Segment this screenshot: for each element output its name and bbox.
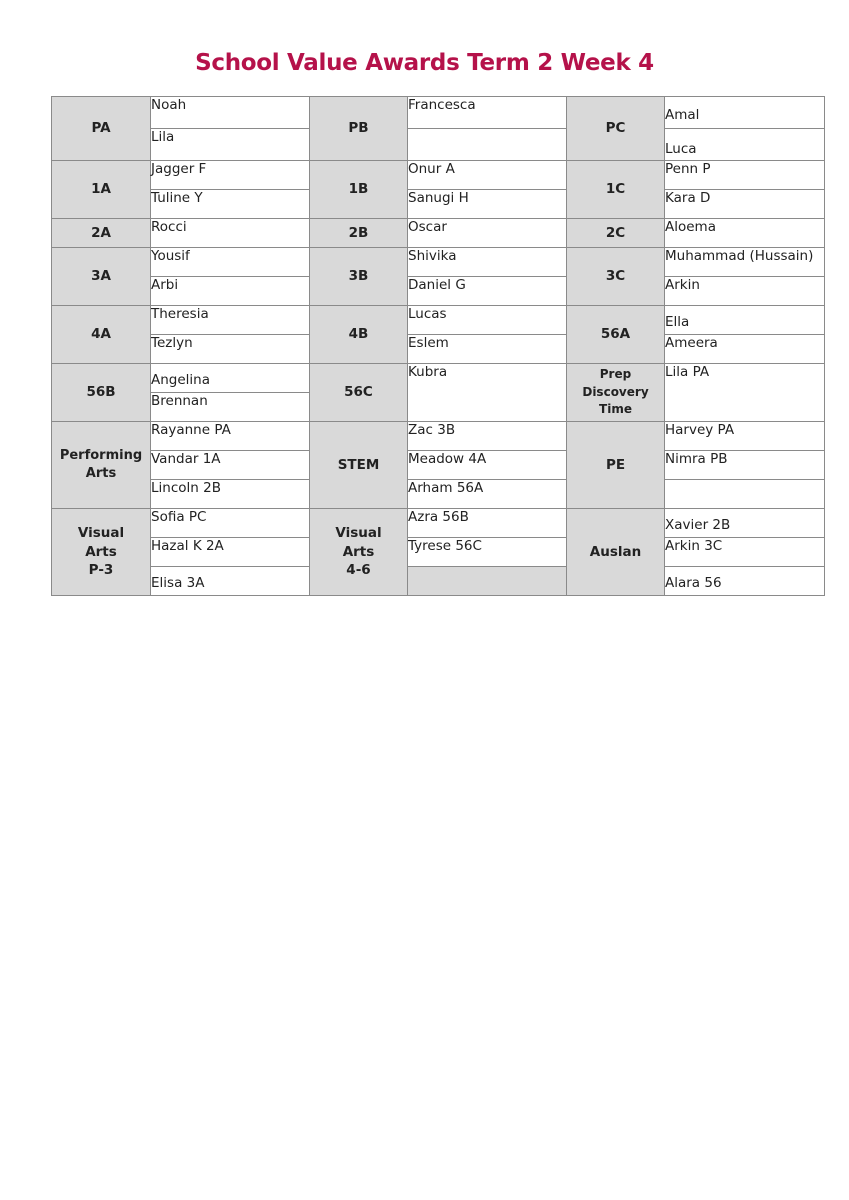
page-title: School Value Awards Term 2 Week 4: [195, 50, 654, 76]
student-name: Meadow 4A: [408, 451, 567, 480]
student-name: Hazal K 2A: [151, 538, 310, 567]
class-label-2b: 2B: [310, 219, 408, 248]
class-label-line: Arts: [342, 543, 375, 560]
class-label-line: Performing: [59, 448, 143, 464]
student-name: Lincoln 2B: [151, 480, 310, 509]
student-name: Sofia PC: [151, 509, 310, 538]
student-name: Daniel G: [408, 277, 567, 306]
student-name: Kara D: [665, 190, 825, 219]
class-label-3c: 3C: [567, 248, 665, 306]
student-name: Onur A: [408, 161, 567, 190]
student-name: Oscar: [408, 219, 567, 248]
class-label-line: Arts: [85, 543, 117, 560]
student-name: Xavier 2B: [665, 509, 825, 538]
class-label-line: 4-6: [346, 562, 371, 579]
student-name: Vandar 1A: [151, 451, 310, 480]
student-name: Brennan: [151, 393, 310, 422]
student-name: Harvey PA: [665, 422, 825, 451]
student-name: Luca: [665, 129, 825, 161]
student-name: Arbi: [151, 277, 310, 306]
class-label-stem: STEM: [310, 422, 408, 509]
student-name: Tyrese 56C: [408, 538, 567, 567]
class-label-visual-arts-p3: [52, 509, 151, 596]
student-name: Kubra: [408, 364, 567, 422]
class-label-2a: 2A: [52, 219, 151, 248]
class-label-line: Arts: [85, 466, 117, 481]
student-name: Shivika: [408, 248, 567, 277]
table-row: [52, 451, 825, 480]
student-name: Aloema: [665, 219, 825, 248]
table-row: [52, 306, 825, 335]
table-row: [52, 509, 825, 538]
class-label-pc: PC: [567, 97, 665, 161]
table-row: [52, 97, 825, 129]
student-name: Jagger F: [151, 161, 310, 190]
table-row: [52, 364, 825, 393]
student-name: Rayanne PA: [151, 422, 310, 451]
student-name: Lila PA: [665, 364, 825, 422]
table-row: [52, 335, 825, 364]
student-name: Nimra PB: [665, 451, 825, 480]
student-name: Angelina: [151, 364, 310, 393]
class-label-pb: PB: [310, 97, 408, 161]
awards-table: [51, 96, 825, 596]
class-label-line: Discovery: [582, 384, 649, 399]
class-label-pe: PE: [567, 422, 665, 509]
table-row: [52, 422, 825, 451]
student-name: Rocci: [151, 219, 310, 248]
student-name: Zac 3B: [408, 422, 567, 451]
class-label-56b: 56B: [52, 364, 151, 422]
class-label-4b: 4B: [310, 306, 408, 364]
student-name: Elisa 3A: [151, 567, 310, 596]
student-name: Yousif: [151, 248, 310, 277]
student-name: Lucas: [408, 306, 567, 335]
student-name: Theresia: [151, 306, 310, 335]
class-label-56a: 56A: [567, 306, 665, 364]
table-row: [52, 567, 825, 596]
class-label-4a: 4A: [52, 306, 151, 364]
student-name: Amal: [665, 97, 825, 129]
class-label-3b: 3B: [310, 248, 408, 306]
student-name: Arham 56A: [408, 480, 567, 509]
empty-cell: [665, 480, 825, 509]
class-label-3a: 3A: [52, 248, 151, 306]
class-label-1a: 1A: [52, 161, 151, 219]
student-name: Arkin 3C: [665, 538, 825, 567]
class-label-line: Prep: [599, 367, 632, 382]
student-name: Tuline Y: [151, 190, 310, 219]
class-label-prep-discovery-time: [567, 364, 665, 422]
student-name: Ella: [665, 306, 825, 335]
student-name: Lila: [151, 129, 310, 161]
class-label-pa: PA: [52, 97, 151, 161]
table-row: [52, 277, 825, 306]
class-label-1c: 1C: [567, 161, 665, 219]
student-name: Penn P: [665, 161, 825, 190]
empty-cell: [408, 567, 567, 596]
table-row: [52, 248, 825, 277]
table-row: [52, 129, 825, 161]
table-row: [52, 161, 825, 190]
class-label-line: Visual: [77, 524, 125, 541]
student-name: Muhammad (Hussain): [665, 248, 825, 277]
student-name: Tezlyn: [151, 335, 310, 364]
table-row: [52, 219, 825, 248]
table-row: [52, 538, 825, 567]
student-name: Eslem: [408, 335, 567, 364]
student-name: Ameera: [665, 335, 825, 364]
class-label-visual-arts-4-6: [310, 509, 408, 596]
class-label-2c: 2C: [567, 219, 665, 248]
class-label-1b: 1B: [310, 161, 408, 219]
student-name: Azra 56B: [408, 509, 567, 538]
class-label-auslan: Auslan: [567, 509, 665, 596]
class-label-56c: 56C: [310, 364, 408, 422]
student-name: Sanugi H: [408, 190, 567, 219]
student-name: Noah: [151, 97, 310, 129]
class-label-performing-arts: [52, 422, 151, 509]
class-label-line: Time: [599, 402, 632, 417]
empty-cell: [408, 129, 567, 161]
student-name: Francesca: [408, 97, 567, 129]
table-row: [52, 190, 825, 219]
table-row: [52, 480, 825, 509]
class-label-line: P-3: [88, 562, 114, 579]
class-label-line: Visual: [335, 524, 382, 541]
student-name: Alara 56: [665, 567, 825, 596]
student-name: Arkin: [665, 277, 825, 306]
